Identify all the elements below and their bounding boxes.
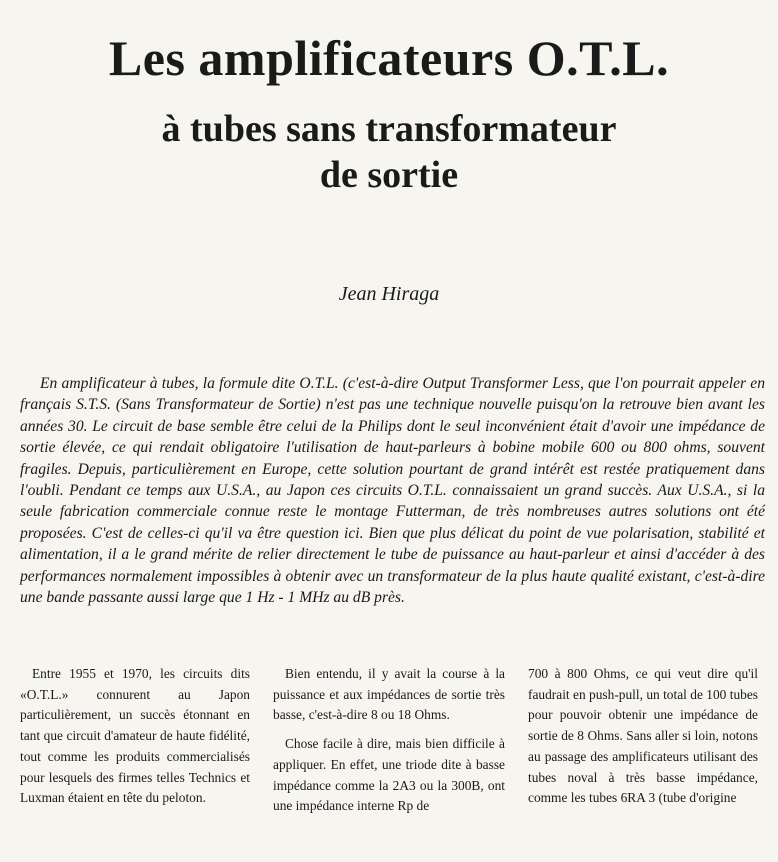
body-column-1 [20,664,250,809]
body-column-2 [273,664,505,817]
intro-paragraph: En amplificateur à tubes, la formule dite O.T.L. (c'est-à-dire Output Transformer Less, que l'on pourrait appeler en français S.T.S. (Sans Transformateur de Sortie) n'est pas une technique nouvelle puisqu'on la retrouve bien avant les années 30. Le circuit de base semble être celui de la Philips dont le seul inconvénient était d'avoir une impédance de sortie élevée, ce qui rendait obligatoire l'utilisation de haut-parleurs à bobine mobile 600 ou 800 ohms, souvent fragiles. Depuis, particulièrement en Europe, cette solution pourtant de grand intérêt est restée pratiquement dans l'oubli. Pendant ce temps aux U.S.A., au Japon ces circuits O.T.L. connaissaient un grand succès. Aux U.S.A., si la seule fabrication commerciale connue reste le montage Futterman, de très nombreuses autres solutions ont été proposées. C'est de celles-ci qu'il va être question ici. Bien que plus délicat du point de vue polarisation, stabilité et alimentation, il a le grand mérite de relier directement le tube de puissance au haut-parleur et ainsi d'accéder à des performances normalement impossibles à obtenir avec un transformateur de la plus haute qualité existant, c'est-à-dire une bande passante aussi large que 1 Hz - 1 MHz au dB près. [20,375,765,607]
body-column-3 [528,664,758,809]
subtitle-line-1: à tubes sans transformateur [161,108,617,150]
column-2-paragraph-2: Chose facile à dire, mais bien difficile à appliquer. En effet, une triode dite à basse impédance comme la 2A3 ou la 300B, ont une impédance interne Rp de [273,736,505,814]
article-subtitle [0,106,778,198]
article-title: Les amplificateurs O.T.L. [108,30,670,86]
subtitle-line-2: de sortie [319,154,459,196]
column-2-paragraph-1: Bien entendu, il y avait la course à la puissance et aux impédances de sortie très basse, c'est-à-dire 8 ou 18 Ohms. [273,666,505,723]
column-1-paragraph: Entre 1955 et 1970, les circuits dits «O.T.L.» connurent au Japon particulièrement, un succès étonnant en tant que circuit d'amateur de haute fidélité, tout comme les produits commercialisés pour lesquels des firmes telles Technics et Luxman étaient en tête du peloton. [20,666,250,806]
column-3-paragraph: 700 à 800 Ohms, ce qui veut dire qu'il faudrait en push-pull, un total de 100 tubes pour pouvoir obtenir une impédance de sortie de 8 Ohms. Sans aller si loin, notons au passage des amplificateurs utilisant des tubes noval à très basse impédance, comme les tubes 6RA 3 (tube d'origine [528,666,758,806]
author-byline: Jean Hiraga [338,283,440,305]
